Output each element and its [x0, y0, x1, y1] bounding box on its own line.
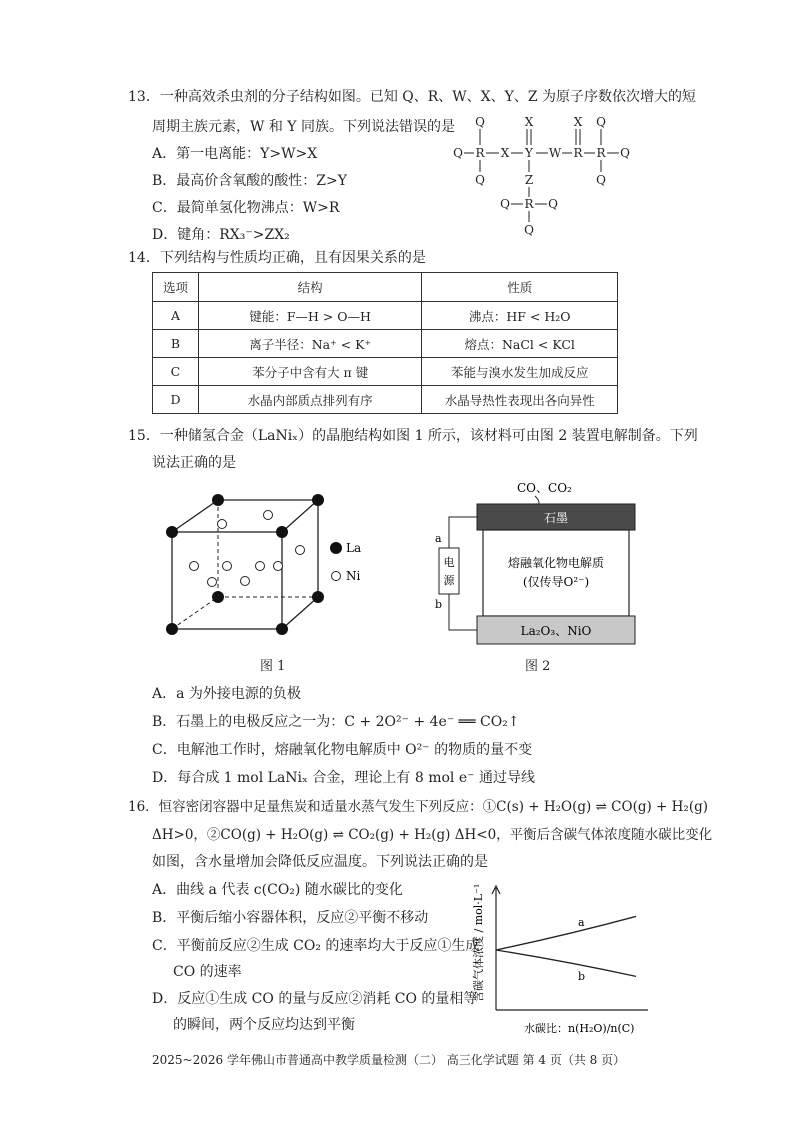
q16-option-c-line2: CO 的速率	[173, 964, 242, 980]
column-header-option: 选项	[153, 273, 199, 302]
q13-option-a: A．第一电离能：Y>W>X	[152, 146, 318, 162]
la-atom	[312, 494, 324, 506]
q13-option-c: C．最简单氢化物沸点：W>R	[152, 200, 340, 216]
table-row	[153, 386, 618, 414]
atom-w: W	[548, 146, 562, 160]
atom-q: Q	[475, 173, 485, 187]
electrolyte-label-line1: 熔融氧化物电解质	[507, 556, 605, 570]
q15-option-c: C．电解池工作时，熔融氧化物电解质中 O²⁻ 的物质的量不变	[152, 742, 533, 758]
la-legend-marker	[330, 542, 342, 554]
property-cell: 水晶导热性表现出各向异性	[422, 386, 618, 414]
series-a-label: a	[578, 915, 585, 929]
electrolyte-chamber	[483, 530, 629, 616]
cathode-label: La₂O₃、NiO	[520, 624, 592, 638]
figure2-caption: 图 2	[525, 659, 551, 674]
property-cell: 沸点：HF < H₂O	[422, 302, 618, 330]
structure-cell: 离子半径：Na⁺ < K⁺	[198, 330, 421, 358]
graphite-label: 石墨	[543, 511, 569, 525]
power-source	[439, 548, 459, 594]
q15-option-a: A．a 为外接电源的负极	[152, 686, 301, 702]
ni-atom	[208, 578, 217, 587]
option-cell: A	[153, 302, 199, 330]
q13-molecule-structure	[448, 112, 648, 242]
atom-q: Q	[453, 146, 463, 160]
q14-stem: 14．下列结构与性质均正确，且有因果关系的是	[128, 250, 426, 266]
q13-option-d: D．键角：RX₃⁻>ZX₂	[152, 227, 290, 243]
la-atom	[166, 623, 178, 635]
atom-r: R	[573, 146, 583, 160]
atom-x: X	[524, 115, 534, 129]
q16-option-d-line1: D．反应①生成 CO 的量与反应②消耗 CO 的量相等	[152, 991, 478, 1007]
q16-option-a: A．曲线 a 代表 c(CO₂) 随水碳比的变化	[152, 882, 403, 898]
atom-q: Q	[548, 197, 558, 211]
q16-option-c-line1: C．平衡前反应②生成 CO₂ 的速率均大于反应①生成	[152, 938, 480, 954]
option-cell: C	[153, 358, 199, 386]
ni-atom	[264, 511, 273, 520]
q13-option-b: B．最高价含氧酸的酸性：Z>Y	[152, 173, 347, 189]
q16-stem-line3: 如图，含水量增加会降低反应温度。下列说法正确的是	[152, 854, 488, 870]
atom-q: Q	[524, 223, 534, 237]
la-atom	[276, 623, 288, 635]
legend-la-label: La	[346, 541, 362, 555]
column-header-property: 性质	[422, 273, 618, 302]
la-atom	[212, 591, 224, 603]
atom-y: Y	[525, 146, 533, 160]
ni-atom	[218, 520, 227, 529]
table-header-row	[153, 273, 618, 302]
y-axis-label: 含碳气体浓度 / mol·L⁻¹	[472, 883, 485, 1002]
atom-q: Q	[500, 197, 510, 211]
q13-stem-line2: 周期主族元素，W 和 Y 同族。下列说法错误的是	[152, 119, 455, 135]
atom-r: R	[475, 146, 485, 160]
power-label-2: 源	[443, 574, 455, 587]
atom-x: X	[573, 115, 583, 129]
q15-option-d: D．每合成 1 mol LaNiₓ 合金，理论上有 8 mol e⁻ 通过导线	[152, 770, 535, 786]
ni-legend-marker	[332, 572, 341, 581]
ni-atom	[190, 562, 199, 571]
ni-atom	[241, 577, 250, 586]
series-a-line	[496, 916, 636, 950]
q14-table	[152, 272, 618, 414]
atom-q: Q	[620, 146, 630, 160]
q16-stem-line2: ΔH>0，②CO(g) + H₂O(g) ⇌ CO₂(g) + H₂(g) ΔH<0，平衡后含碳气体浓度随水碳比变化	[152, 827, 713, 843]
atom-z: Z	[524, 173, 534, 187]
ni-atom	[223, 562, 232, 571]
atom-r: R	[596, 146, 606, 160]
q16-option-d-line2: 的瞬间，两个反应均达到平衡	[173, 1017, 355, 1033]
atom-q: Q	[596, 115, 606, 129]
figure1-caption: 图 1	[260, 659, 286, 674]
ni-atom	[256, 562, 265, 571]
ni-atom	[296, 546, 305, 555]
legend-ni-label: Ni	[346, 569, 361, 583]
column-header-structure: 结构	[198, 273, 421, 302]
structure-cell: 水晶内部质点排列有序	[198, 386, 421, 414]
page-footer: 2025~2026 学年佛山市普通高中教学质量检测（二） 高三化学试题 第 4 页（共 8 页）	[152, 1053, 626, 1067]
atom-r: R	[524, 197, 534, 211]
q16-option-b: B．平衡后缩小容器体积，反应②平衡不移动	[152, 910, 429, 926]
structure-cell: 键能：F—H > O—H	[198, 302, 421, 330]
q15-stem-line1: 15．一种储氢合金（LaNiₓ）的晶胞结构如图 1 所示，该材料可由图 2 装置电解制备。下列	[128, 428, 698, 444]
power-label-1: 电	[443, 556, 455, 569]
gas-label: CO、CO₂	[517, 481, 572, 495]
la-atom	[212, 494, 224, 506]
q16-chart	[466, 880, 656, 1042]
option-cell: B	[153, 330, 199, 358]
series-b-line	[496, 950, 636, 976]
la-atom	[166, 526, 178, 538]
table-row	[153, 330, 618, 358]
terminal-a-label: a	[435, 532, 442, 545]
structure-cell: 苯分子中含有大 π 键	[198, 358, 421, 386]
q15-stem-line2: 说法正确的是	[152, 455, 236, 471]
q15-figure2-electrolysis	[425, 476, 645, 656]
table-row	[153, 302, 618, 330]
electrolyte-label-line2: (仅传导O²⁻)	[522, 575, 590, 589]
table-row	[153, 358, 618, 386]
property-cell: 苯能与溴水发生加成反应	[422, 358, 618, 386]
q16-stem-line1: 16．恒容密闭容器中足量焦炭和适量水蒸气发生下列反应：①C(s) + H₂O(g) ⇌ CO(g) + H₂(g)	[128, 799, 709, 815]
atom-q: Q	[596, 173, 606, 187]
x-axis-label: 水碳比：n(H₂O)/n(C)	[524, 1022, 635, 1035]
q15-figure1-crystal-cell	[150, 482, 390, 652]
ni-atom	[274, 562, 283, 571]
la-atom	[276, 526, 288, 538]
option-cell: D	[153, 386, 199, 414]
terminal-b-label: b	[435, 598, 443, 611]
la-atom	[312, 591, 324, 603]
property-cell: 熔点：NaCl < KCl	[422, 330, 618, 358]
q13-stem-line1: 13．一种高效杀虫剂的分子结构如图。已知 Q、R、W、X、Y、Z 为原子序数依次增大的短	[128, 89, 697, 105]
atom-q: Q	[475, 115, 485, 129]
q15-option-b: B．石墨上的电极反应之一为：C + 2O²⁻ + 4e⁻ ══ CO₂↑	[152, 714, 520, 730]
series-b-label: b	[578, 969, 586, 983]
atom-x: X	[500, 146, 510, 160]
